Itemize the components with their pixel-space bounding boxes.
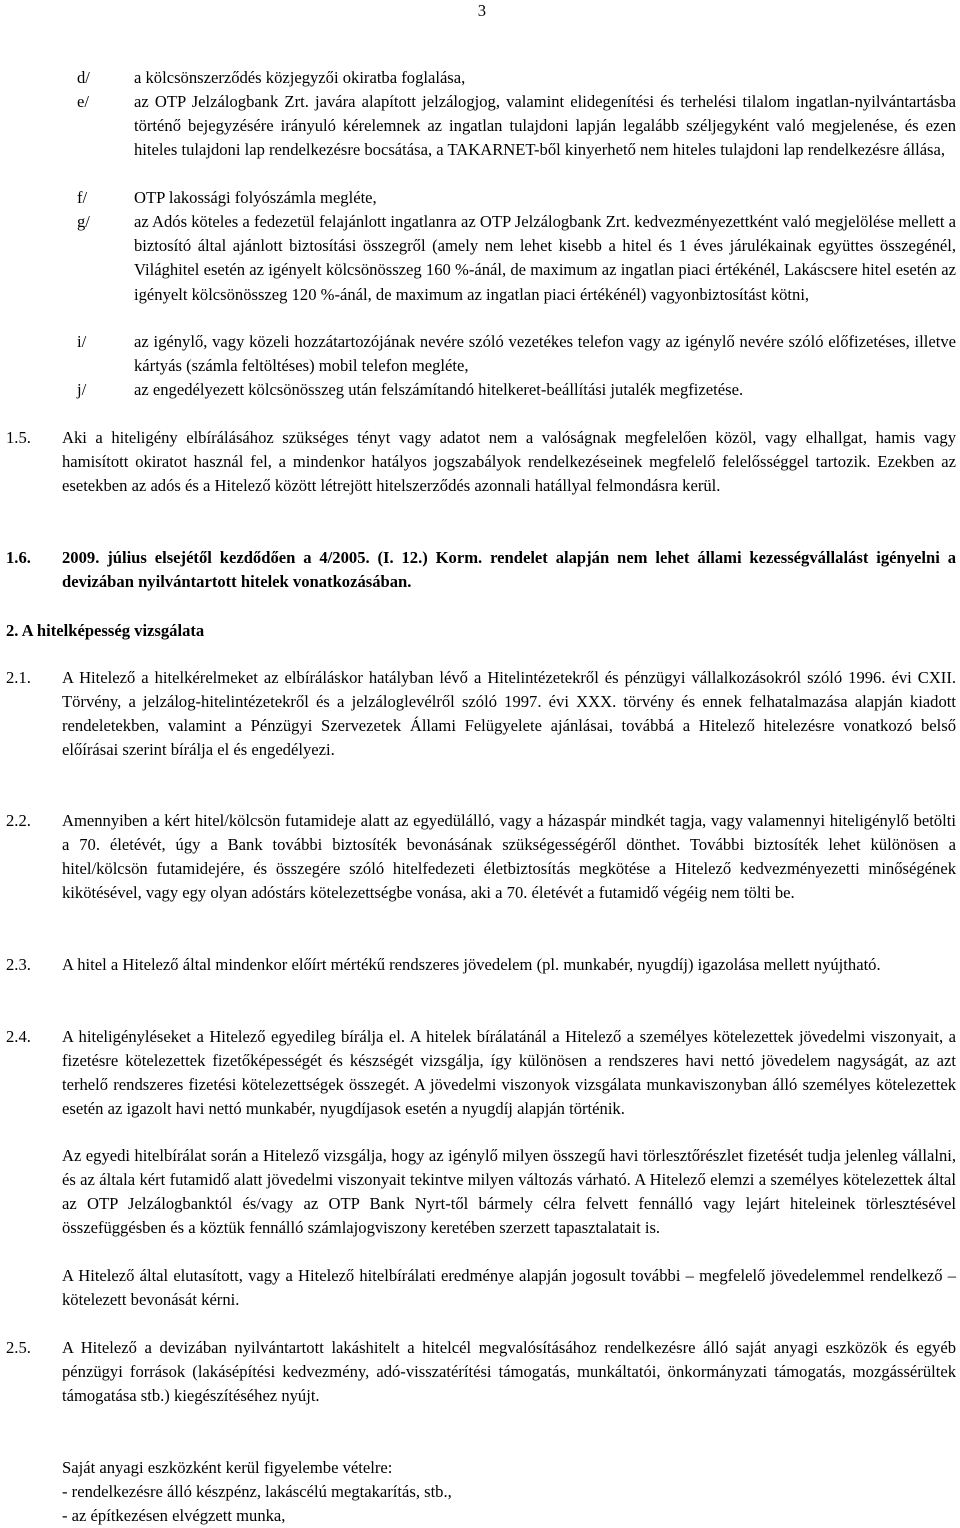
paragraph-text: A Hitelező a devizában nyilvántartott lakáshitelt a hitelcél megvalósításához rendelkezésre álló saját anyagi eszközök és egyéb pénzügyi források (lakásépítési kedvezmény, adó-visszatérítési támogatás, munkáltatói, önkormányzati támogatás, mozgássérültek támogatása stb.) kiegészítéséhez nyújt.	[62, 1338, 956, 1406]
list-text: OTP lakossági folyószámla megléte,	[134, 188, 377, 207]
list-label: j/	[77, 380, 87, 399]
paragraph-number: 2.4.	[6, 1027, 31, 1046]
list-text: a kölcsönszerződés közjegyzői okiratba foglalása,	[134, 68, 466, 87]
list-label: e/	[77, 92, 89, 111]
list-text: az engedélyezett kölcsönösszeg után felszámítandó hitelkeret-beállítási jutalék megfizetése.	[134, 380, 744, 399]
paragraph-text: A hitel a Hitelező által mindenkor előírt mértékű rendszeres jövedelem (pl. munkabér, nyugdíj) igazolása mellett nyújtható.	[62, 955, 881, 974]
paragraph-number: 2.5.	[6, 1338, 31, 1357]
paragraph-text: Amennyiben a kért hitel/kölcsön futamideje alatt az egyedülálló, vagy a házaspár mindkét tagja, vagy valamennyi hiteligénylő betölti a 70. életévét, úgy a Bank további biztosíték bevonásának szükségességéről dönthet. További biztosíték lehet különösen a hitel/kölcsön futamidejére, és összegére szóló hitelfedezeti életbiztosítás megkötése a Hitelező kedvezményezetti minőségének kikötésével, vagy egy olyan adóstárs kötelezettségbe vonása, aki a 70. életévét a futamidő végéig nem tölti be.	[62, 811, 956, 903]
own-assets-intro: Saját anyagi eszközként kerül figyelembe vételre:	[62, 1458, 393, 1477]
paragraph-text: A hiteligényléseket a Hitelező egyedileg bírálja el. A hitelek bírálatánál a Hitelező a személyes kötelezettek jövedelmi viszonyait, a fizetésre kötelezettek fizetőképességét és készségét vizsgálja, így különösen a rendszeres havi nettó jövedelem nagyságát, az azt terhelő rendszeres fizetési kötelezettségek összegét. A jövedelmi viszonyok vizsgálata munkaviszonyban álló személyes kötelezettek esetén az igazolt havi nettó munkabér, nyugdíjasok esetén a nyugdíj alapján történik.	[62, 1027, 956, 1119]
list-label: f/	[77, 188, 88, 207]
list-label: g/	[77, 212, 90, 231]
paragraph-number: 2.1.	[6, 668, 31, 687]
paragraph-number: 2.2.	[6, 811, 31, 830]
paragraph-text: Aki a hiteligény elbírálásához szükséges tényt vagy adatot nem a valóságnak megfelelően közöl, vagy elhallgat, hamis vagy hamisított okiratot használ fel, a mindenkor hatályos jogszabályok rendelkezéseinek megfelelő felelősséggel tartozik. Ezekben az esetekben az adós és a Hitelező között létrejött hitelszerződés azonnali hatállyal felmondásra kerül.	[62, 428, 956, 496]
paragraph-number: 2.3.	[6, 955, 31, 974]
paragraph-text: Az egyedi hitelbírálat során a Hitelező vizsgálja, hogy az igénylő milyen összegű havi törlesztőrészlet fizetését tudja jelenleg vállalni, és az általa kért futamidő alatt jövedelmi viszonyait tekintve milyen változás várható. A Hitelező elemzi a személyes kötelezettek által az OTP Jelzálogbanktól és/vagy az OTP Bank Nyrt-től bármely célra felvett fennálló vagy lejárt hiteleinek törlesztésével összefüggésben és a köztük fennálló számlajogviszony keretében szerzett tapasztalatait is.	[62, 1146, 956, 1238]
list-label: d/	[77, 68, 90, 87]
page-number: 3	[477, 1, 486, 20]
own-assets-item: - rendelkezésre álló készpénz, lakáscélú megtakarítás, stb.,	[62, 1482, 452, 1501]
paragraph-text: A Hitelező által elutasított, vagy a Hitelező hitelbírálati eredménye alapján jogosult további – megfelelő jövedelemmel rendelkező – kötelezett bevonását kérni.	[62, 1266, 956, 1310]
paragraph-text: A Hitelező a hitelkérelmeket az elbíráláskor hatályban lévő a Hitelintézetekről és pénzügyi vállalkozásokról szóló 1996. évi CXII. Törvény, a jelzálog-hitelintézetekről és a jelzáloglevélről szóló 1997. évi XXX. törvény és ennek felhatalmazása alapján kiadott rendeletekben, valamint a Pénzügyi Szervezetek Állami Felügyelete ajánlásai, továbbá a Hitelező hitelezésre vonatkozó belső előírásai szerint bírálja el és engedélyezi.	[62, 668, 956, 760]
list-label: i/	[77, 332, 87, 351]
paragraph-number: 1.6.	[6, 548, 31, 567]
list-text: az igénylő, vagy közeli hozzátartozójának nevére szóló vezetékes telefon vagy az igénylő nevére szóló előfizetéses, illetve kártyás (számla feltöltéses) mobil telefon megléte,	[134, 332, 956, 376]
list-text: az Adós köteles a fedezetül felajánlott ingatlanra az OTP Jelzálogbank Zrt. kedvezményezettként való megjelölése mellett a biztosító által ajánlott biztosítási összegről (amely nem lehet kisebb a hitel és 1 éves járulékainak együttes összegénél, Világhitel esetén az igényelt kölcsönösszeg 160 %-ánál, de maximum az ingatlan piaci értékénél, Lakáscsere hitel esetén az igényelt kölcsönösszeg 120 %-ánál, de maximum az ingatlan piaci értékénél) vagyonbiztosítást kötni,	[134, 212, 956, 304]
section-heading: 2. A hitelképesség vizsgálata	[6, 621, 205, 640]
own-assets-item: - az építkezésen elvégzett munka,	[62, 1506, 286, 1525]
list-text: az OTP Jelzálogbank Zrt. javára alapított jelzálogjog, valamint elidegenítési és terhelési tilalom ingatlan-nyilvántartásba történő bejegyzésére irányuló kérelemnek az ingatlan tulajdoni lapján legalább széljegyként való megjelenése, és ezen hiteles tulajdoni lap rendelkezésre bocsátása, a TAKARNET-ből kinyerhető nem hiteles tulajdoni lap rendelkezésre állása,	[134, 92, 956, 160]
paragraph-text: 2009. július elsejétől kezdődően a 4/2005. (I. 12.) Korm. rendelet alapján nem lehet állami kezességvállalást igényelni a devizában nyilvántartott hitelek vonatkozásában.	[62, 548, 956, 592]
paragraph-number: 1.5.	[6, 428, 31, 447]
